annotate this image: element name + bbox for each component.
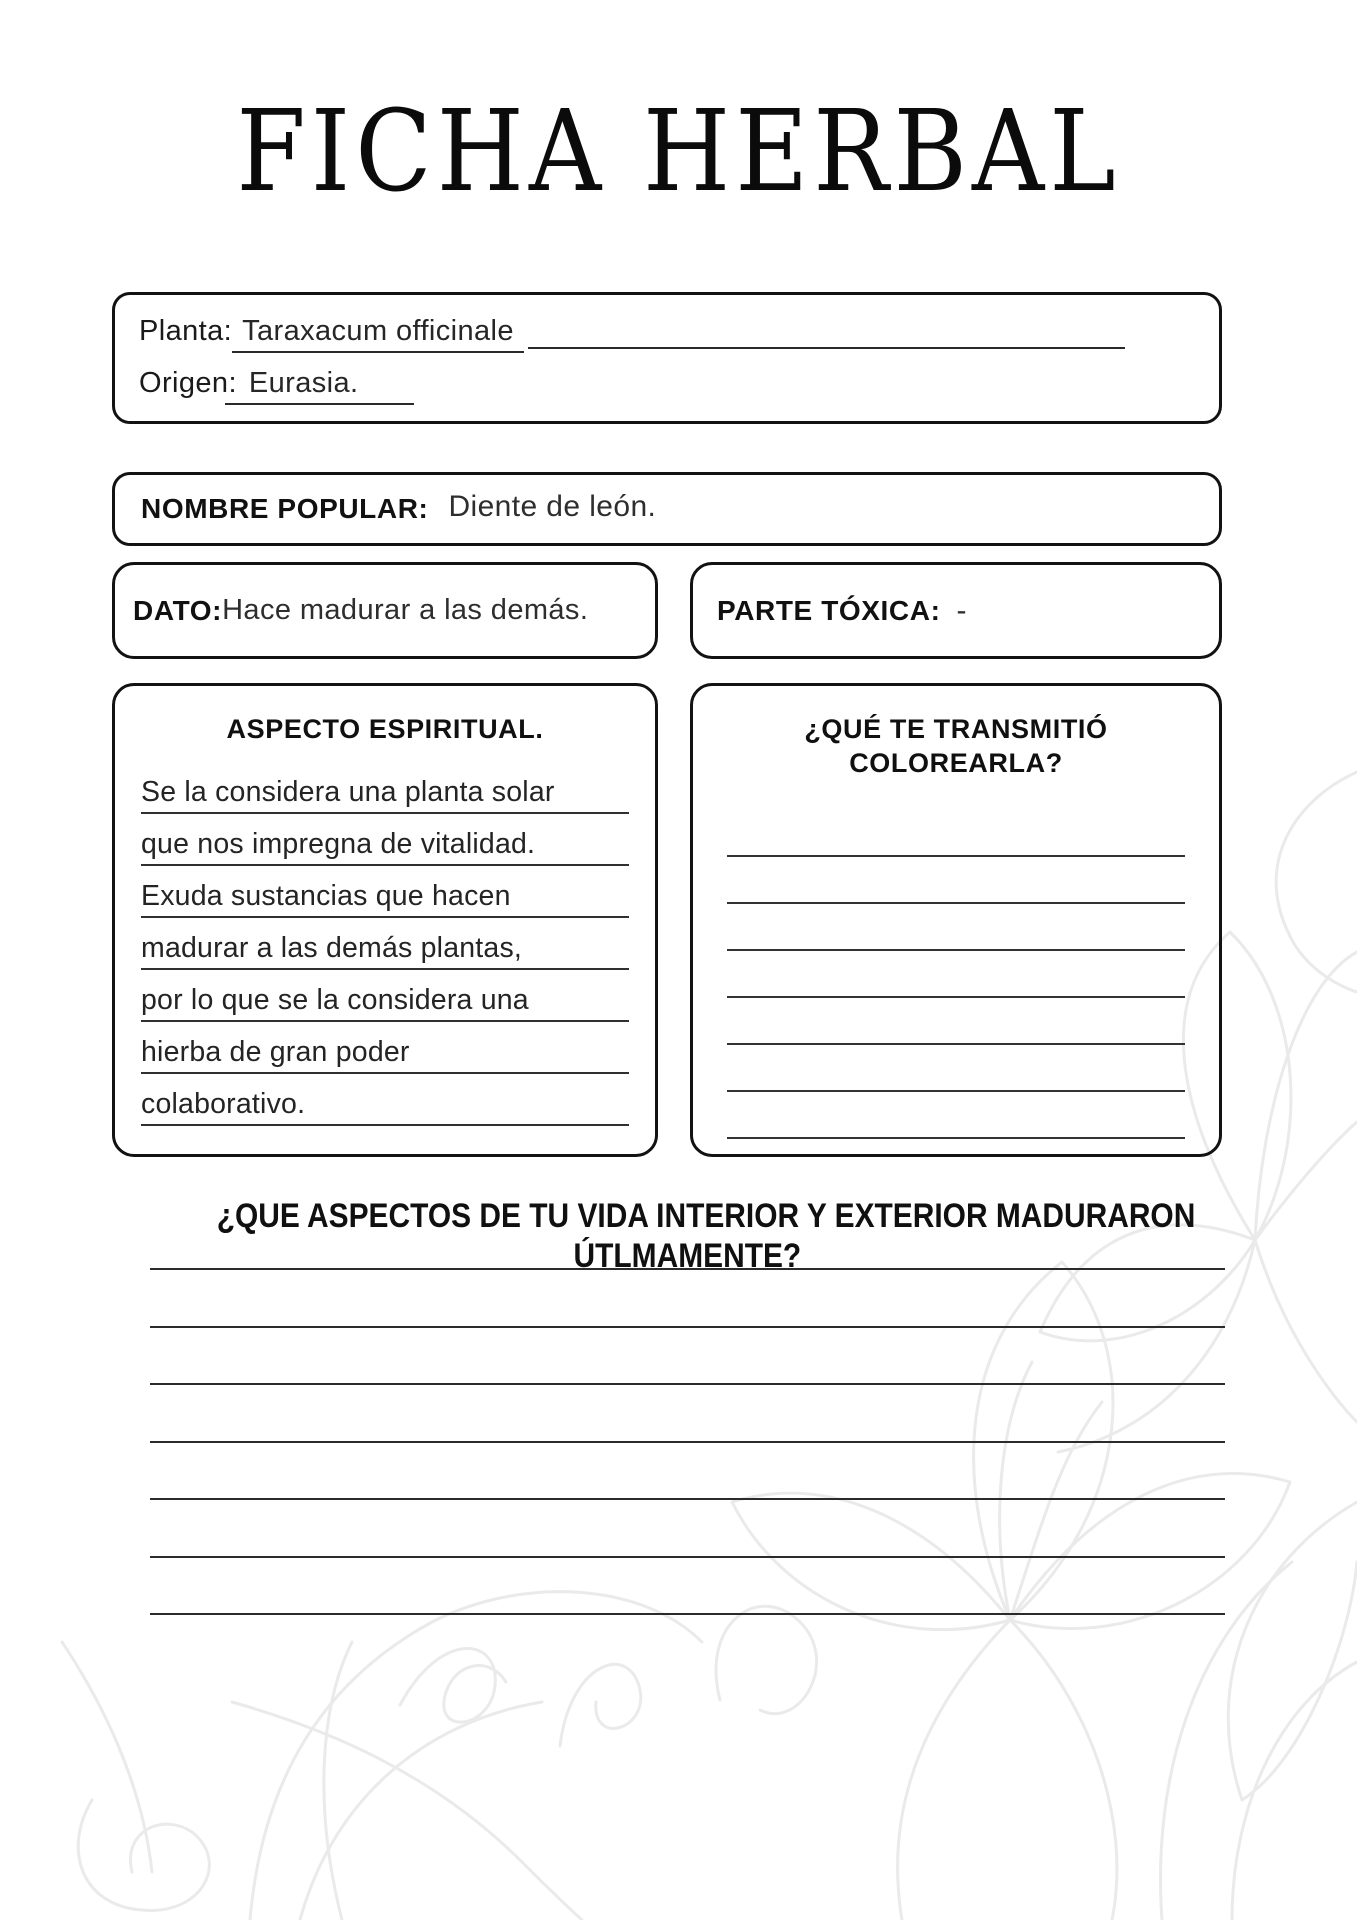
aspecto-line: Se la considera una planta solar xyxy=(141,762,629,814)
nombre-popular-box xyxy=(112,472,1222,546)
planta-blank-line xyxy=(528,347,1125,349)
plant-info-box xyxy=(112,292,1222,424)
ruled-answer-line xyxy=(150,1613,1225,1615)
blank-answer-line xyxy=(727,857,1185,904)
blank-answer-line xyxy=(727,998,1185,1045)
blank-answer-line xyxy=(727,1045,1185,1092)
ruled-answer-line xyxy=(150,1268,1225,1270)
aspecto-espiritual-heading: ASPECTO ESPIRITUAL. xyxy=(226,714,544,744)
nombre-popular-value: Diente de león. xyxy=(448,490,657,523)
aspecto-line: madurar a las demás plantas, xyxy=(141,918,629,970)
ruled-answer-line xyxy=(150,1326,1225,1328)
page-title: FICHA HERBAL xyxy=(236,86,1121,218)
aspecto-espiritual-box xyxy=(112,683,658,1157)
blank-answer-line xyxy=(727,951,1185,998)
origen-value: Eurasia. xyxy=(225,367,414,405)
ruled-answer-line xyxy=(150,1498,1225,1500)
ruled-answer-line xyxy=(150,1383,1225,1385)
parte-toxica-box xyxy=(690,562,1222,659)
ruled-answer-line xyxy=(150,1441,1225,1443)
colorearla-blank-lines xyxy=(727,810,1185,1139)
dato-box xyxy=(112,562,658,659)
aspecto-espiritual-text xyxy=(141,762,629,1126)
aspecto-line: que nos impregna de vitalidad. xyxy=(141,814,629,866)
parte-toxica-value: - xyxy=(956,593,967,627)
maduraron-heading: ¿QUE ASPECTOS DE TU VIDA INTERIOR Y EXTERIOR MADURARON ÚTLMAMENTE? xyxy=(216,1197,1196,1275)
blank-answer-line xyxy=(727,1092,1185,1139)
nombre-popular-label: NOMBRE POPULAR: xyxy=(141,493,429,524)
colorearla-box xyxy=(690,683,1222,1157)
aspecto-line: colaborativo. xyxy=(141,1074,629,1126)
origen-row xyxy=(139,367,1195,405)
aspecto-line: Exuda sustancias que hacen xyxy=(141,866,629,918)
ruled-answer-line xyxy=(150,1556,1225,1558)
planta-value: Taraxacum officinale xyxy=(232,315,524,353)
dato-label: DATO: xyxy=(133,594,223,626)
aspecto-line: hierba de gran poder xyxy=(141,1022,629,1074)
aspecto-line: por lo que se la considera una xyxy=(141,970,629,1022)
planta-row xyxy=(139,315,1195,353)
origen-label: Origen: xyxy=(139,367,237,399)
colorearla-heading: ¿QUÉ TE TRANSMITIÓ COLOREARLA? xyxy=(804,714,1108,778)
maduraron-answer-lines xyxy=(150,1268,1225,1671)
parte-toxica-label: PARTE TÓXICA: xyxy=(717,594,941,626)
blank-answer-line xyxy=(727,904,1185,951)
dato-value: Hace madurar a las demás. xyxy=(222,594,589,626)
blank-answer-line xyxy=(727,810,1185,857)
planta-label: Planta: xyxy=(139,315,233,347)
